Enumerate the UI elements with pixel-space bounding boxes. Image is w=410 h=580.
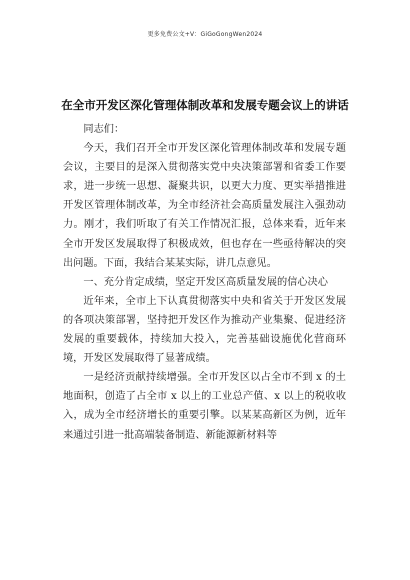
header-note: 更多免费公文+V：GiGoGongWen2024 bbox=[147, 31, 263, 38]
body-paragraph: 一是经济贡献持续增强。全市开发区以占全市不到 x 的土地面积，创造了占全市 x 以上的工业总产值、x 以上的税收收入，成为全市经济增长的重要引擎。以某某高新区为例，近年来通过引进一批高端装备制造、新能源新材料等 bbox=[63, 372, 346, 441]
section-heading-1: 一、充分肯定成绩，坚定开发区高质量发展的信心决心 bbox=[83, 276, 328, 288]
salutation-paragraph: 同志们： bbox=[83, 124, 125, 135]
body-paragraph: 近年来，全市上下认真贯彻落实中央和省关于开发区发展的各项决策部署，坚持把开发区作为推动产业集聚、促进经济发展的重要载体，持续加大投入，完善基础设施优化营商环境，开发区发展取得了显著成绩。 bbox=[63, 295, 346, 365]
document-body bbox=[63, 120, 346, 445]
document-title: 在全市开发区深化管理体制改革和发展专题会议上的讲话 bbox=[61, 98, 349, 112]
intro-paragraph: 今天，我们召开全市开发区深化管理体制改革和发展专题会议，主要目的是深入贯彻落实党中央决策部署和省委工作要求，进一步统一思想、凝聚共识，以更大力度、更实举措推进开发区管理体制改革，为全市经济社会高质量发展注入强劲动力。刚才，我们听取了有关工作情况汇报，总体来看，近年来全市开发区发展取得了积极成效，但也存在一些亟待解决的突出问题。下面，我结合某某实际，讲几点意见。 bbox=[63, 143, 346, 269]
